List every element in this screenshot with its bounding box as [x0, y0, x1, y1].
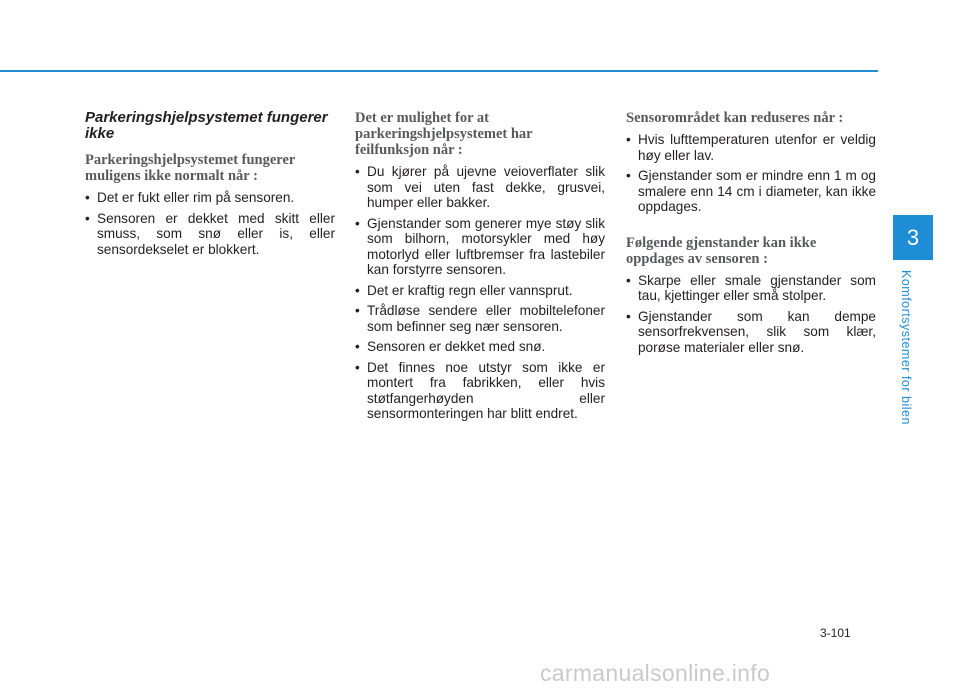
column-3 [626, 110, 876, 360]
bullet-list [626, 132, 876, 215]
list-item [85, 211, 335, 258]
subheading-undetectable-objects: Følgende gjenstander kan ikke oppdages av sensoren : [626, 234, 817, 267]
bullet-icon: • [626, 132, 631, 147]
bullet-icon: • [355, 339, 360, 354]
bullet-icon: • [355, 215, 360, 231]
column-2 [355, 110, 605, 427]
list-item-text: Hvis lufttemperaturen utenfor er veldig høy eller lav. [638, 132, 876, 163]
list-item [355, 216, 605, 278]
subheading-malfunction: Parkeringshjelpsystemet fungerer muligens ikke normalt når : [85, 152, 296, 184]
list-item [626, 309, 876, 356]
list-item-text: Gjenstander som er mindre enn 1 m og smalere enn 14 cm i diameter, kan ikke oppdages. [638, 168, 876, 214]
subheading-sensor-range: Sensorområdet kan reduseres når : [626, 110, 844, 126]
list-item-text: Trådløse sendere eller mobiltelefoner som befinner seg nær sensoren. [367, 303, 605, 334]
chapter-number: 3 [906, 224, 920, 250]
chapter-tab [893, 215, 933, 260]
subheading-possible-malfunction: Det er mulighet for at parkeringshjelpsystemet har feilfunksjon når : [355, 110, 533, 158]
list-item [626, 132, 876, 163]
bullet-icon: • [355, 282, 360, 298]
chapter-label: Komfortsystemer for bilen [899, 270, 913, 425]
list-item [355, 360, 605, 422]
watermark: carmanualsonline.info [540, 660, 771, 686]
bullet-icon: • [626, 272, 631, 288]
list-item-text: Det er kraftig regn eller vannsprut. [367, 282, 573, 298]
list-item [85, 190, 335, 206]
list-item-text: Du kjører på ujevne veioverflater slik som vei uten fast dekke, grusvei, humper eller bakker. [367, 164, 605, 210]
list-item-text: Sensoren er dekket med skitt eller smuss, som snø eller is, eller sensordekselet er blokkert. [97, 210, 335, 257]
list-item-text: Sensoren er dekket med snø. [367, 339, 546, 354]
bullet-list [626, 273, 876, 356]
list-item [626, 273, 876, 304]
page-number: 3-101 [820, 626, 851, 640]
list-item-text: Det er fukt eller rim på sensoren. [97, 190, 295, 205]
list-item-text: Gjenstander som kan dempe sensorfrekvensen, slik som klær, porøse materialer eller snø. [638, 308, 876, 355]
bullet-icon: • [626, 168, 631, 183]
bullet-icon: • [355, 359, 360, 375]
list-item-text: Skarpe eller smale gjenstander som tau, kjettinger eller små stolper. [638, 272, 876, 303]
bullet-icon: • [85, 210, 90, 226]
list-item-text: Gjenstander som generer mye støy slik som bilhorn, motorsykler med høy motorlyd eller luftbremser fra lastebiler kan forstyrre sensoren. [367, 215, 605, 277]
column-1 [85, 110, 335, 262]
bullet-icon: • [355, 164, 360, 179]
section-title: Parkeringshjelpsystemet fungerer ikke [85, 109, 328, 142]
bullet-icon: • [626, 308, 631, 324]
bullet-list [85, 190, 335, 257]
bullet-icon: • [355, 303, 360, 318]
list-item [355, 164, 605, 211]
list-item [626, 168, 876, 215]
list-item [355, 303, 605, 334]
list-item [355, 339, 605, 355]
bullet-icon: • [85, 190, 90, 205]
list-item [355, 283, 605, 299]
list-item-text: Det finnes noe utstyr som ikke er montert fra fabrikken, eller hvis støtfangerhøyden eller sensormonteringen har blitt endret. [367, 359, 605, 421]
bullet-list [355, 164, 605, 422]
top-rule [0, 70, 878, 72]
